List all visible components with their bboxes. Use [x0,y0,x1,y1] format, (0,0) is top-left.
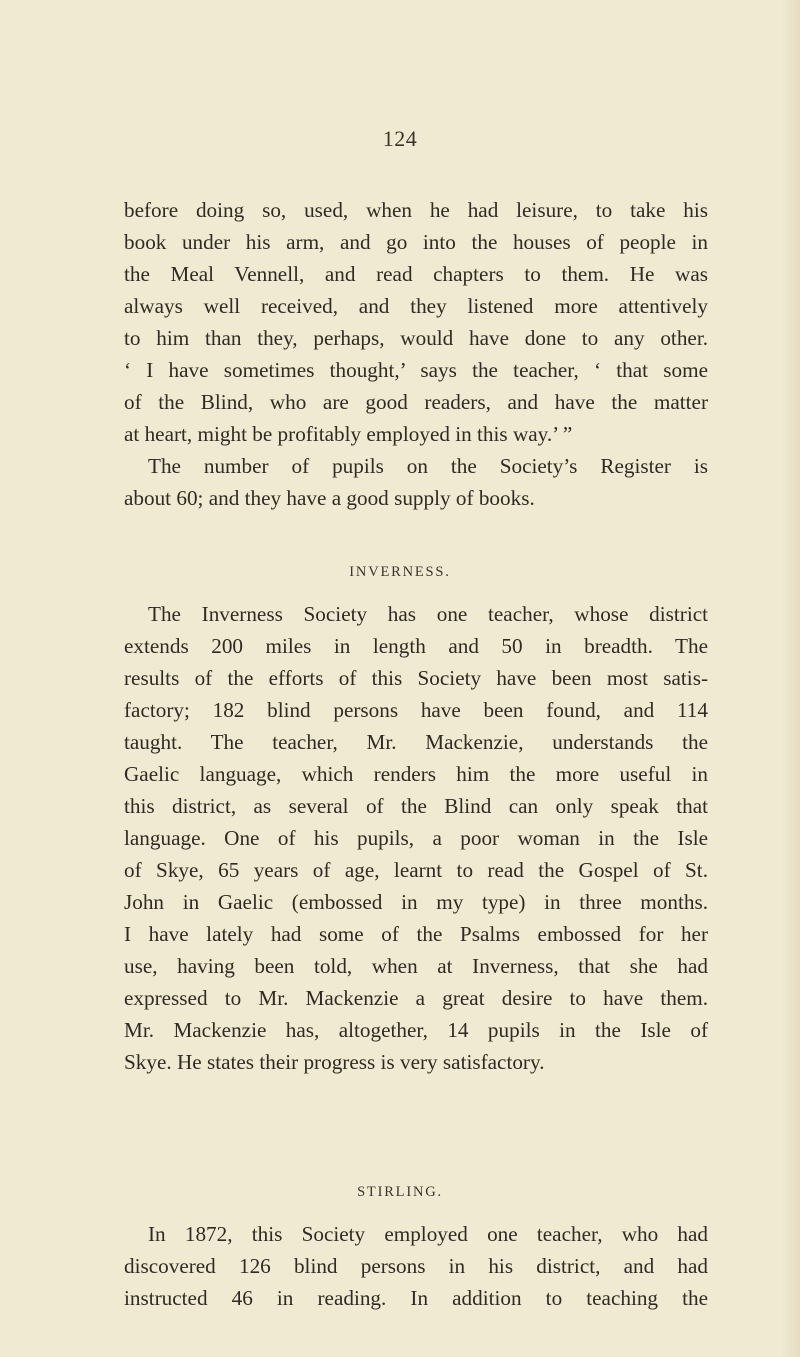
text-line: results of the efforts of this Society have been most satis- [124,666,708,690]
text-line: Skye. He states their progress is very satisfactory. [124,1050,545,1074]
text-line: Gaelic language, which renders him the more useful in [124,762,708,786]
text-line: The number of pupils on the Society’s Register is [148,454,708,478]
text-line: use, having been told, when at Inverness, that she had [124,954,708,978]
text-line: this district, as several of the Blind can only speak that [124,794,708,818]
text-line: In 1872, this Society employed one teacher, who had [148,1222,708,1246]
text-line: instructed 46 in reading. In addition to teaching the [124,1286,708,1310]
text-line: book under his arm, and go into the houses of people in [124,230,708,254]
text-line: to him than they, perhaps, would have done to any other. [124,326,708,350]
text-line: ‘ I have sometimes thought,’ says the teacher, ‘ that some [124,358,708,382]
text-line: factory; 182 blind persons have been found, and 114 [124,698,708,722]
text-line: about 60; and they have a good supply of books. [124,486,535,510]
text-line: of the Blind, who are good readers, and have the matter [124,390,708,414]
text-line: of Skye, 65 years of age, learnt to read the Gospel of St. [124,858,708,882]
text-line: always well received, and they listened more attentively [124,294,708,318]
section-heading-inverness: INVERNESS. [349,564,451,580]
text-line: discovered 126 blind persons in his district, and had [124,1254,708,1278]
text-line: I have lately had some of the Psalms embossed for her [124,922,708,946]
page-number: 124 [382,126,418,151]
text-line: at heart, might be profitably employed in this way.’ ” [124,422,573,446]
paragraph-stirling [124,1218,708,1314]
text-line: The Inverness Society has one teacher, whose district [148,602,708,626]
text-line: John in Gaelic (embossed in my type) in three months. [124,890,708,914]
text-line: extends 200 miles in length and 50 in breadth. The [124,634,708,658]
text-line: taught. The teacher, Mr. Mackenzie, understands the [124,730,708,754]
text-line: before doing so, used, when he had leisure, to take his [124,198,708,222]
paragraph-meal-vennell [124,194,708,514]
text-line: language. One of his pupils, a poor woman in the Isle [124,826,708,850]
text-line: the Meal Vennell, and read chapters to them. He was [124,262,708,286]
text-line: expressed to Mr. Mackenzie a great desire to have them. [124,986,708,1010]
text-line: Mr. Mackenzie has, altogether, 14 pupils in the Isle of [124,1018,708,1042]
paragraph-inverness [124,598,708,1078]
section-heading-stirling: STIRLING. [357,1184,443,1200]
